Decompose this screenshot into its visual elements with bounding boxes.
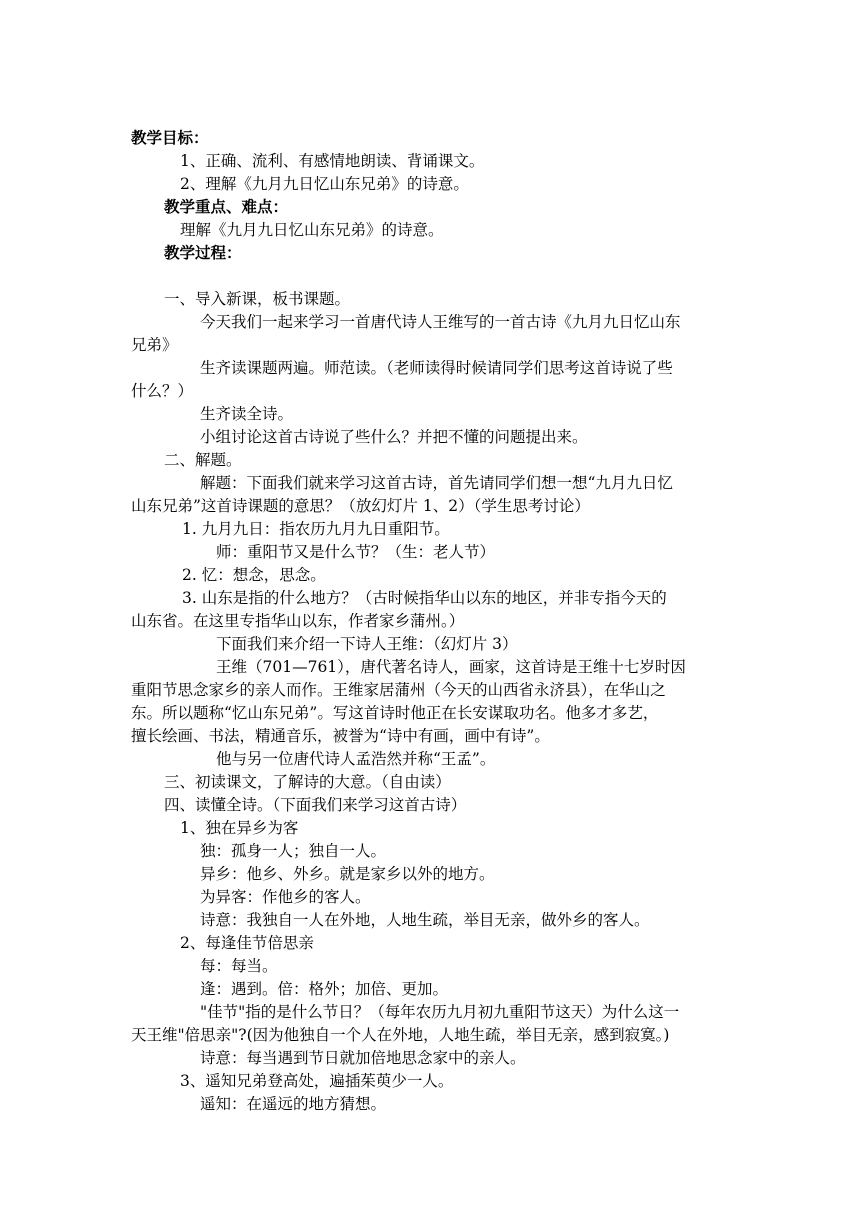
section-2-paragraph-cont: 擅长绘画、书法，精通音乐，被誉为“诗中有画，画中有诗”。 — [131, 727, 550, 745]
section-2-title: 二、解题。 — [164, 451, 242, 469]
section-4-note: "佳节"指的是什么节日？（每年农历九月初九重阳节这天）为什么这一 — [200, 1003, 680, 1021]
goal-item-1: 1、正确、流利、有感情地朗读、背诵课文。 — [180, 152, 485, 170]
goal-item-2: 2、理解《九月九日忆山东兄弟》的诗意。 — [180, 175, 469, 193]
section-4-note-cont: 天王维"倍思亲"?(因为他独自一个人在外地，人地生疏，举目无亲，感到寂寞。) — [131, 1026, 670, 1044]
section-4-title: 四、读懂全诗。（下面我们来学习这首古诗） — [164, 796, 467, 814]
section-2-item-2: 2. 忆：想念，思念。 — [182, 566, 326, 584]
section-1-paragraph: 小组讨论这首古诗说了些什么？并把不懂的问题提出来。 — [200, 428, 588, 446]
section-2-paragraph: 下面我们来介绍一下诗人王维：（幻灯片 3） — [216, 635, 518, 653]
section-1-title: 一、导入新课，板书课题。 — [164, 290, 351, 308]
section-4-note: 遥知：在遥远的地方猜想。 — [200, 1095, 387, 1113]
heading-teaching-goals: 教学目标： — [131, 128, 209, 147]
section-4-note: 独：孤身一人；独自一人。 — [200, 842, 387, 860]
section-3-title: 三、初读课文，了解诗的大意。（自由读） — [164, 773, 451, 791]
section-2-item-1: 1. 九月九日：指农历九月九日重阳节。 — [182, 520, 450, 538]
section-2-paragraph-cont: 重阳节思念家乡的亲人而作。王维家居蒲州（今天的山西省永济县），在华山之 — [131, 681, 666, 699]
section-4-line-1: 1、独在异乡为客 — [180, 819, 299, 837]
section-2-item-3-cont: 山东省。在这里专指华山以东，作者家乡蒲州。） — [131, 612, 465, 630]
section-4-note: 为异客：作他乡的客人。 — [200, 888, 371, 906]
key-points-text: 理解《九月九日忆山东兄弟》的诗意。 — [180, 221, 444, 239]
heading-key-points: 教学重点、难点： — [164, 197, 289, 216]
section-2-item-3: 3. 山东是指的什么地方？（古时候指华山以东的地区，并非专指今天的 — [182, 589, 667, 607]
section-4-note: 每：每当。 — [200, 957, 278, 975]
section-4-line-2: 2、每逢佳节倍思亲 — [180, 934, 314, 952]
section-2-paragraph-cont: 山东兄弟”这首诗课题的意思？（放幻灯片 1、2）（学生思考讨论） — [131, 497, 590, 515]
section-4-note: 逢：遇到。倍：格外；加倍、更加。 — [200, 980, 449, 998]
section-1-paragraph-cont: 什么？） — [131, 382, 194, 400]
section-4-note: 异乡：他乡、外乡。就是家乡以外的地方。 — [200, 865, 495, 883]
section-1-paragraph-cont: 兄弟》 — [131, 336, 178, 354]
section-2-paragraph: 王维（701—761），唐代著名诗人，画家，这首诗是王维十七岁时因 — [216, 658, 686, 676]
section-2-paragraph: 他与另一位唐代诗人孟浩然并称“王孟”。 — [216, 750, 496, 768]
section-2-paragraph-cont: 东。所以题称“忆山东兄弟”。写这首诗时他正在长安谋取功名。他多才多艺， — [131, 704, 659, 722]
section-1-paragraph: 今天我们一起来学习一首唐代诗人王维写的一首古诗《九月九日忆山东 — [200, 313, 681, 331]
section-4-note: 诗意：每当遇到节日就加倍地思念家中的亲人。 — [200, 1049, 526, 1067]
section-2-item-1-question: 师：重阳节又是什么节？（生：老人节） — [216, 543, 496, 561]
heading-teaching-process: 教学过程： — [164, 243, 242, 262]
section-1-paragraph: 生齐读全诗。 — [200, 405, 294, 423]
section-2-paragraph: 解题：下面我们就来学习这首古诗，首先请同学们想一想“九月九日忆 — [200, 474, 673, 492]
section-4-line-3: 3、遥知兄弟登高处，遍插茱萸少一人。 — [180, 1072, 454, 1090]
section-1-paragraph: 生齐读课题两遍。师范读。（老师读得时候请同学们思考这首诗说了些 — [200, 359, 673, 377]
section-4-note: 诗意：我独自一人在外地，人地生疏，举目无亲，做外乡的客人。 — [200, 911, 650, 929]
